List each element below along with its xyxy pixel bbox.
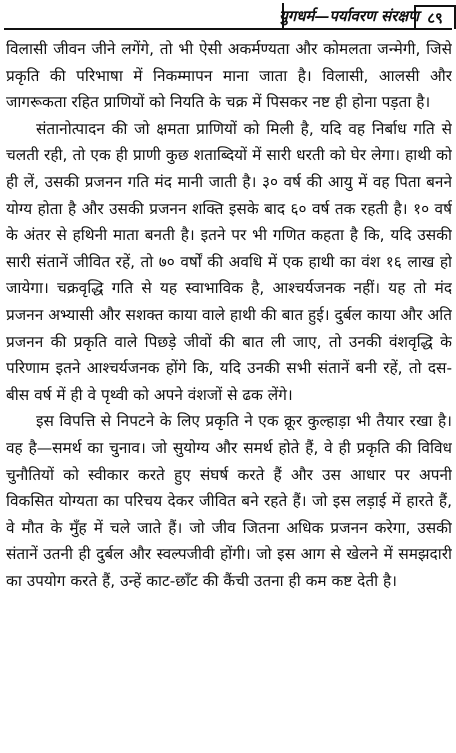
running-title: युगधर्म—पर्यावरण संरक्षण — [279, 6, 419, 25]
running-title-box — [279, 3, 419, 28]
page-header — [0, 0, 456, 40]
paragraph-3: इस विपत्ति से निपटने के लिए प्रकृति ने एक क्रूर कुल्हाड़ा भी तैयार रखा है। वह है—समर्थ का चुनाव। जो सुयोग्य और समर्थ होते हैं, वे ही प्रकृति की विविध चुनौतियों को स्वीकार करते हुए संघर्ष करते हैं और उस आधार पर अपनी विकसित योग्यता का परिचय देकर जीवित बने रहते हैं। जो इस लड़ाई में हारते हैं, वे मौत के मुँह में चले जाते हैं। जो जीव जितना अधिक प्रजनन करेगा, उसकी संतानें उतनी ही दुर्बल और स्वल्पजीवी होंगी। जो इस आग से खेलने में समझदारी का उपयोग करते हैं, उन्हें काट-छाँट की कैंची उतना ही कम कष्ट देती है। — [6, 412, 452, 590]
page-body — [6, 36, 452, 748]
paragraph-1: विलासी जीवन जीने लगेंगे, तो भी ऐसी अकर्मण्यता और कोमलता जन्मेगी, जिसे प्रकृति की परिभाषा में निकम्मापन माना जाता है। विलासी, आलसी और जागरूकता रहित प्राणियों को नियति के चक्र में पिसकर नष्ट ही होना पड़ता है। — [6, 40, 452, 112]
header-rule — [4, 28, 452, 30]
page-number: ८९ — [414, 5, 456, 29]
paragraph-2: संतानोत्पादन की जो क्षमता प्राणियों को मिली है, यदि वह निर्बाध गति से चलती रही, तो एक ही प्राणी कुछ शताब्दियों में सारी धरती को घेर लेगा। हाथी को ही लें, उसकी प्रजनन गति मंद मानी जाती है। ३० वर्ष की आयु में वह पिता बनने योग्य होता है और उसकी प्रजनन शक्ति इसके बाद ६० वर्ष तक रहती है। १० वर्ष के अंतर से हथिनी माता बनती है। इतने पर भी गणित कहता है कि, यदि उसकी सारी संतानें जीवित रहें, तो ७० वर्षों की अवधि में एक हाथी का वंश १६ लाख हो जायेगा। चक्रवृद्धि गति से यह स्वाभाविक है, आश्चर्यजनक नहीं। यह तो मंद प्रजनन अभ्यासी और सशक्त काया वाले हाथी की बात हुई। दुर्बल काया और अति प्रजनन की प्रकृति वाले पिछड़े जीवों की बात ली जाए, तो उनकी वंशवृद्धि के परिणाम इतने आश्चर्यजनक होंगे कि, यदि उनकी सभी संतानें बनी रहें, तो दस-बीस वर्ष में ही वे पृथ्वी को अपने वंशजों से ढक लेंगे। — [6, 119, 452, 404]
